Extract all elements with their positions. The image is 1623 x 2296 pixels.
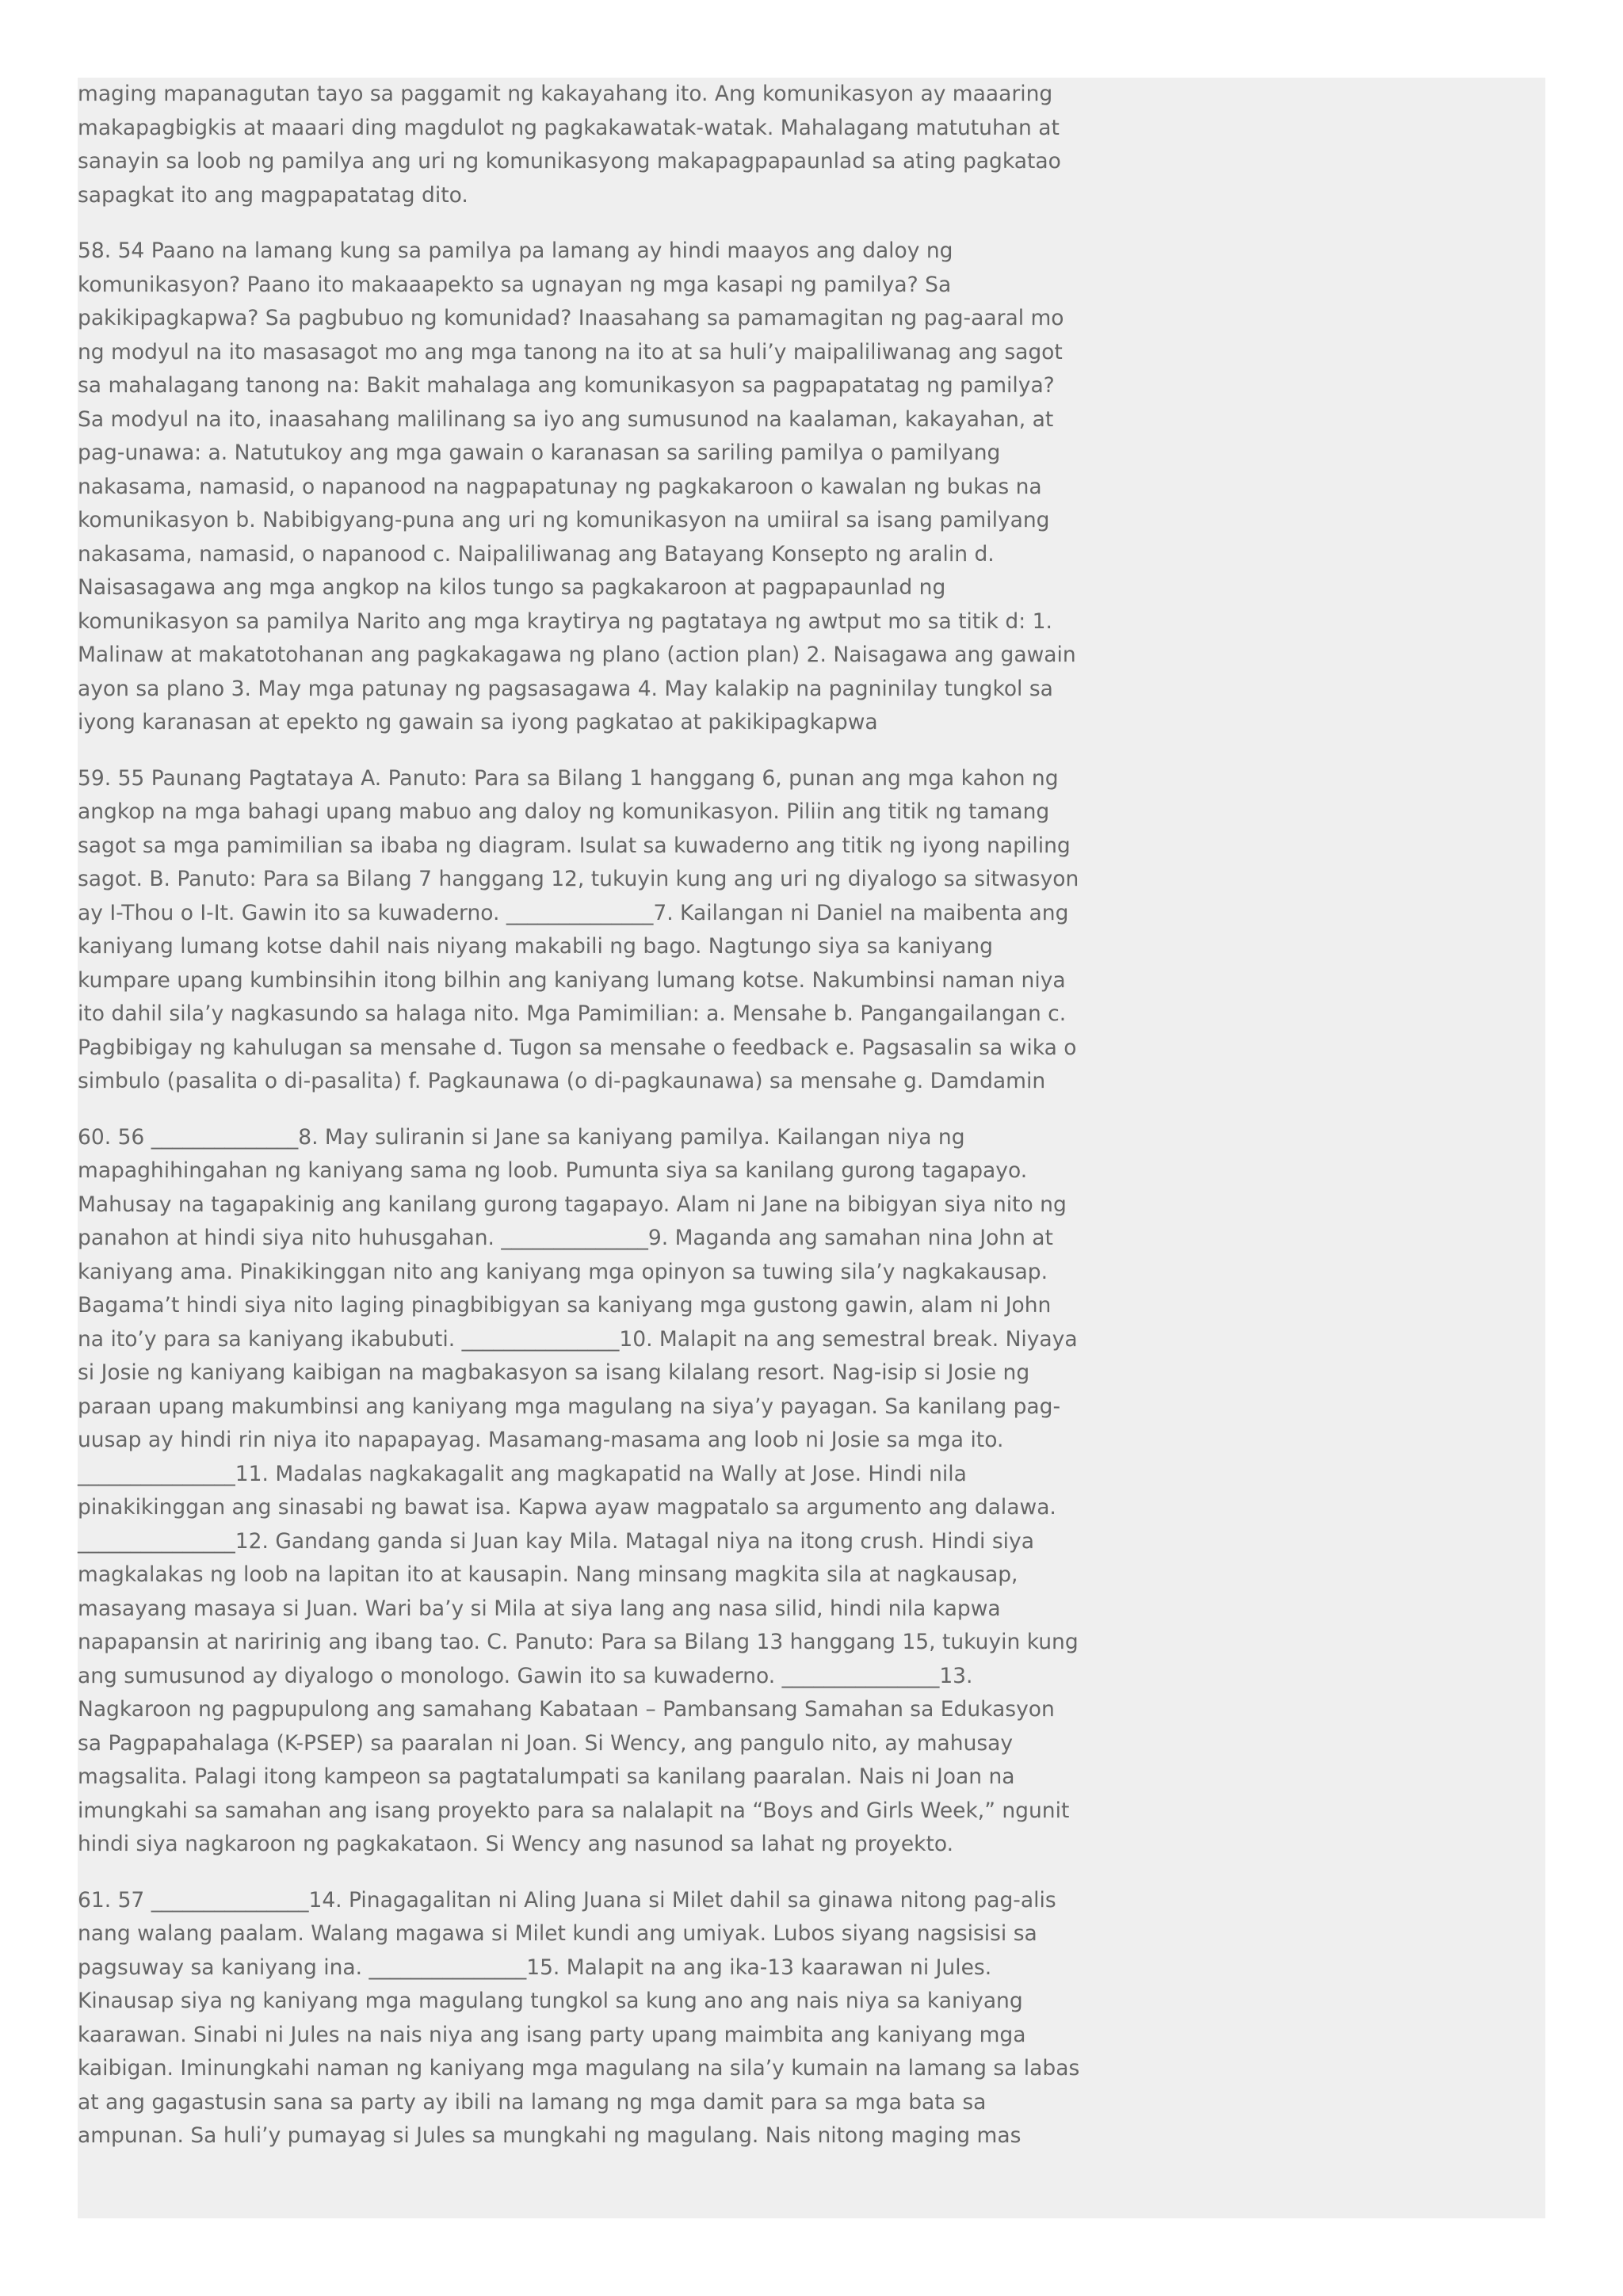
paragraph-61: 61. 57 _______________14. Pinagagalitan ni Aling Juana si Milet dahil sa ginawa nitong pag-alis nang walang paalam. Walang magawa si Milet kundi ang umiyak. Lubos siyang nagsisisi sa pagsuway sa kaniyang ina. _______________15. Malapit na ang ika-13 kaarawan ni Jules. Kinausap siya ng kaniyang mga magulang tungkol sa kung ano ang nais niya sa kaniyang kaarawan. Sinabi ni Jules na nais niya ang isang party upang maimbita ang kaniyang mga kaibigan. Iminungkahi naman ng kaniyang mga magulang na sila’y kumain na lamang sa labas at ang gagastusin sana sa party ay ibili na lamang ng mga damit para sa mga bata sa ampunan. Sa huli’y pumayag si Jules sa mungkahi ng magulang. Nais nitong maging mas [78, 1887, 1080, 2148]
paragraph-58: 58. 54 Paano na lamang kung sa pamilya pa lamang ay hindi maayos ang daloy ng komunikasyon? Paano ito makaaapekto sa ugnayan ng mga kasapi ng pamilya? Sa pakikipagkapwa? Sa pagbubuo ng komunidad? Inaasahang sa pamamagitan ng pag-aaral mo ng modyul na ito masasagot mo ang mga tanong na ito at sa huli’y maipaliliwanag ang sagot sa mahalagang tanong na: Bakit mahalaga ang komunikasyon sa pagpapatatag ng pamilya? Sa modyul na ito, inaasahang malilinang sa iyo ang sumusunod na kaalaman, kakayahan, at pag-unawa: a. Natutukoy ang mga gawain o karanasan sa sariling pamilya o pamilyang nakasama, namasid, o napanood na nagpapatunay ng pagkakaroon o kawalan ng bukas na komunikasyon b. Nabibigyang-puna ang uri ng komunikasyon na umiiral sa isang pamilyang nakasama, namasid, o napanood c. Naipaliliwanag ang Batayang Konsepto ng aralin d. Naisasagawa ang mga angkop na kilos tungo sa pagkakaroon at pagpapaunlad ng komunikasyon sa pamilya Narito ang mga kraytirya ng pagtataya ng awtput mo sa titik d: 1. Malinaw at makatotohanan ang pagkakagawa ng plano (action plan) 2. Naisagawa ang gawain ayon sa plano 3. May mga patunay ng pagsasagawa 4. May kalakip na pagninilay tungkol sa iyong karanasan at epekto ng gawain sa iyong pagkatao at pakikipagkapwa [78, 238, 1076, 734]
document-page [78, 78, 1545, 2218]
paragraph-intro: maging mapanagutan tayo sa paggamit ng kakayahang ito. Ang komunikasyon ay maaaring makapagbigkis at maaari ding magdulot ng pagkakawatak-watak. Mahalagang matutuhan at sanayin sa loob ng pamilya ang uri ng komunikasyong makapagpapaunlad sa ating pagkatao sapagkat ito ang magpapatatag dito. [78, 82, 1061, 208]
paragraph-60: 60. 56 ______________8. May suliranin si Jane sa kaniyang pamilya. Kailangan niya ng mapaghihingahan ng kaniyang sama ng loob. Pumunta siya sa kanilang gurong tagapayo. Mahusay na tagapakinig ang kanilang gurong tagapayo. Alam ni Jane na bibigyan siya nito ng panahon at hindi siya nito huhusgahan. ______________9. Maganda ang samahan nina John at kaniyang ama. Pinakikinggan nito ang kaniyang mga opinyon sa tuwing sila’y nagkakausap. Bagama’t hindi siya nito laging pinagbibigyan sa kaniyang mga gustong gawin, alam ni John na ito’y para sa kaniyang ikabubuti. _______________10. Malapit na ang semestral break. Niyaya si Josie ng kaniyang kaibigan na magbakasyon sa isang kilalang resort. Nag-isip si Josie ng paraan upang makumbinsi ang kaniyang mga magulang na siya’y payagan. Sa kanilang pag-uusap ay hindi rin niya ito napapayag. Masamang-masama ang loob ni Josie sa mga ito. _______________11. Madalas nagkakagalit ang magkapatid na Wally at Jose. Hindi nila pinakikinggan ang sinasabi ng bawat isa. Kapwa ayaw magpatalo sa argumento ang dalawa. _______________12. Gandang ganda si Juan kay Mila. Matagal niya na itong crush. Hindi siya magkalakas ng loob na lapitan ito at kausapin. Nang minsang magkita sila at nagkausap, masayang masaya si Juan. Wari ba’y si Mila at siya lang ang nasa silid, hindi nila kapwa napapansin at naririnig ang ibang tao. C. Panuto: Para sa Bilang 13 hanggang 15, tukuyin kung ang sumusunod ay diyalogo o monologo. Gawin ito sa kuwaderno. _______________13. Nagkaroon ng pagpupulong ang samahang Kabataan – Pambansang Samahan sa Edukasyon sa Pagpapahalaga (K-PSEP) sa paaralan ni Joan. Si Wency, ang pangulo nito, ay mahusay magsalita. Palagi itong kampeon sa pagtatalumpati sa kanilang paaralan. Nais ni Joan na imungkahi sa samahan ang isang proyekto para sa nalalapit na “Boys and Girls Week,” ngunit hindi siya nagkaroon ng pagkakataon. Si Wency ang nasunod sa lahat ng proyekto. [78, 1124, 1079, 1856]
paragraph-59: 59. 55 Paunang Pagtataya A. Panuto: Para sa Bilang 1 hanggang 6, punan ang mga kahon ng angkop na mga bahagi upang mabuo ang daloy ng komunikasyon. Piliin ang titik ng tamang sagot sa mga pamimilian sa ibaba ng diagram. Isulat sa kuwaderno ang titik ng iyong napiling sagot. B. Panuto: Para sa Bilang 7 hanggang 12, tukuyin kung ang uri ng diyalogo sa sitwasyon ay I-Thou o I-It. Gawin ito sa kuwaderno. ______________7. Kailangan ni Daniel na maibenta ang kaniyang lumang kotse dahil nais niyang makabili ng bago. Nagtungo siya sa kaniyang kumpare upang kumbinsihin itong bilhin ang kaniyang lumang kotse. Nakumbinsi naman niya ito dahil sila’y nagkasundo sa halaga nito. Mga Pamimilian: a. Mensahe b. Pangangailangan c. Pagbibigay ng kahulugan sa mensahe d. Tugon sa mensahe o feedback e. Pagsasalin sa wika o simbulo (pasalita o di-pasalita) f. Pagkaunawa (o di-pagkaunawa) sa mensahe g. Damdamin [78, 765, 1079, 1093]
document-text-column [78, 78, 1080, 2153]
